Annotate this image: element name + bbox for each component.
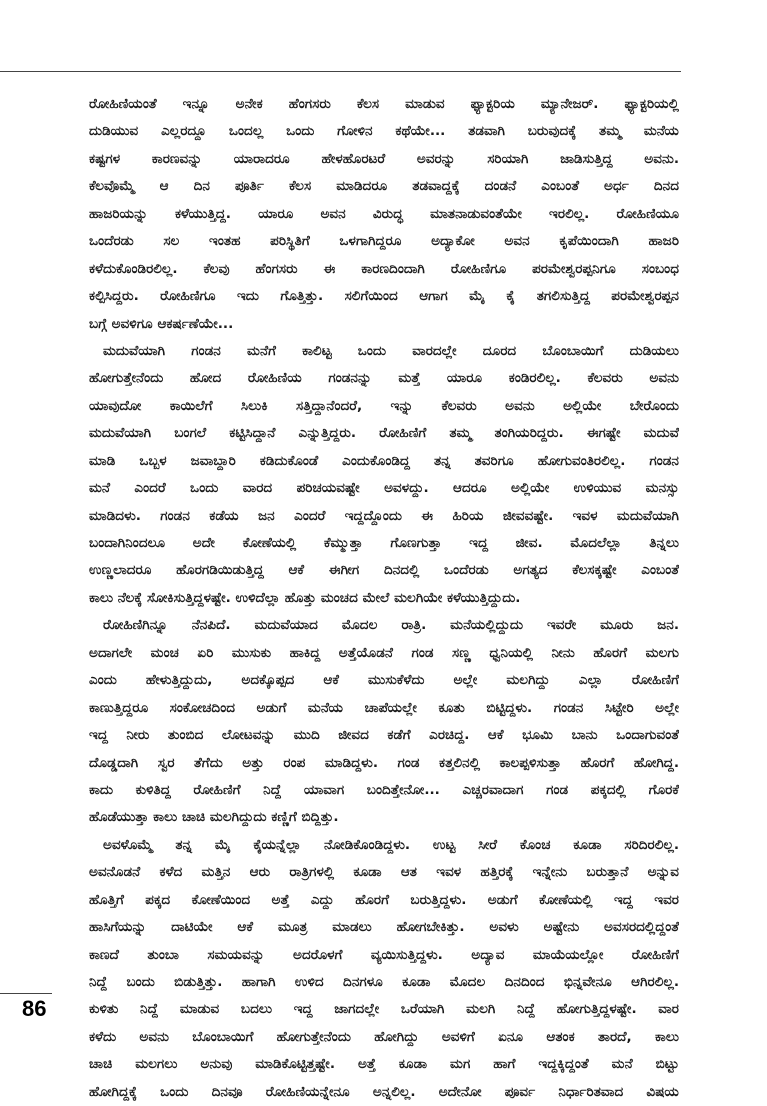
text-line: ಇದ್ದ ನೀರು ತುಂಬಿದ ಲೋಟವನ್ನು ಮುದಿ ಜೀವದ ಕಡೆಗೆ ಎರಚಿದ್ದ. ಆಕೆ ಭೂಮಿ ಬಾನು ಒಂದಾಗುವಂತೆ bbox=[89, 727, 679, 744]
text-line: ಹೊಡೆಯುತ್ತಾ ಕಾಲು ಚಾಚಿ ಮಲಗಿದ್ದುದು ಕಣ್ಣಿಗೆ ಬಿದ್ದಿತ್ತು. bbox=[89, 809, 339, 826]
text-line: ದುಡಿಯುವ ಎಲ್ಲರದ್ದೂ ಒಂದಲ್ಲ ಒಂದು ಗೋಳಿನ ಕಥೆಯೇ... ತಡವಾಗಿ ಬರುವುದಕ್ಕೆ ತಮ್ಮ ಮನೆಯ bbox=[89, 123, 679, 140]
text-line: ಮಾಡಿ ಒಬ್ಬಳ ಜವಾಬ್ದಾರಿ ಕಡಿದುಕೊಂಡೆ ಎಂದುಕೊಂಡಿದ್ದ ತನ್ನ ತವರಿಗೂ ಹೋಗುವಂತಿರಲಿಲ್ಲ. ಗಂಡನ bbox=[89, 452, 679, 469]
text-line: ಕಾಣದೆ ತುಂಬಾ ಸಮಯವನ್ನು ಅದರೊಳಗೆ ವ್ಯಯಿಸುತ್ತಿದ್ದಳು. ಅದ್ಯಾವ ಮಾಯೆಯಲ್ಲೋ ರೋಹಿಣಿಗೆ bbox=[89, 946, 679, 963]
text-line: ಮದುವೆಯಾಗಿ ಗಂಡನ ಮನೆಗೆ ಕಾಲಿಟ್ಟ ಒಂದು ವಾರದಲ್ಲೇ ದೂರದ ಬೊಂಬಾಯಿಗೆ ದುಡಿಯಲು bbox=[103, 342, 679, 359]
text-line: ಅವನೊಡನೆ ಕಳೆದ ಮತ್ತಿನ ಆರು ರಾತ್ರಿಗಳಲ್ಲಿ ಕೂಡಾ ಆತ ಇವಳ ಹತ್ತಿರಕ್ಕೆ ಇನ್ನೇನು ಬರುತ್ತಾನೆ ಅನ್ನುವ bbox=[89, 864, 679, 881]
text-line: ಕಷ್ಟಗಳ ಕಾರಣವನ್ನು ಯಾರಾದರೂ ಹೇಳಹೊರಟರೆ ಅವರನ್ನು ಸರಿಯಾಗಿ ಜಾಡಿಸುತ್ತಿದ್ದ ಅವನು. bbox=[89, 150, 679, 167]
text-line: ಕುಳಿತು ನಿದ್ದೆ ಮಾಡುವ ಬದಲು ಇದ್ದ ಜಾಗದಲ್ಲೇ ಒರೆಯಾಗಿ ಮಲಗಿ ನಿದ್ದೆ ಹೋಗುತ್ತಿದ್ದಳಷ್ಟೇ. ವಾರ bbox=[89, 1001, 679, 1018]
text-line: ಮಾಡಿದಳು. ಗಂಡನ ಕಡೆಯ ಜನ ಎಂದರೆ ಇದ್ದದ್ದೊಂದು ಈ ಹಿರಿಯ ಜೀವವಷ್ಟೇ. ಇವಳ ಮದುವೆಯಾಗಿ bbox=[89, 507, 679, 524]
text-line: ಹಾಸಿಗೆಯನ್ನು ದಾಟಿಯೇ ಆಕೆ ಮೂತ್ರ ಮಾಡಲು ಹೋಗಬೇಕಿತ್ತು. ಅವಳು ಅಷ್ಟೇನು ಅವಸರದಲ್ಲಿದ್ದಂತೆ bbox=[89, 919, 679, 936]
text-line: ಕಳೆದುಕೊಂಡಿರಲಿಲ್ಲ. ಕೆಲವು ಹೆಂಗಸರು ಈ ಕಾರಣದಿಂದಾಗಿ ರೋಹಿಣಿಗೂ ಪರಮೇಶ್ವರಪ್ಪನಿಗೂ ಸಂಬಂಧ bbox=[89, 260, 679, 277]
text-line: ಕಳೆದು ಅವನು ಬೊಂಬಾಯಿಗೆ ಹೋಗುತ್ತೇನೆಂದು ಹೋಗಿದ್ದು ಅವಳಿಗೆ ಏನೂ ಆತಂಕ ತಾರದೆ, ಕಾಲು bbox=[89, 1028, 679, 1045]
text-line: ಹೋಗಿದ್ದಕ್ಕೆ ಒಂದು ದಿನವೂ ರೋಹಿಣಿಯನ್ನೇನೂ ಅನ್ನಲಿಲ್ಲ. ಅದೇನೋ ಪೂರ್ವ ನಿರ್ಧಾರಿತವಾದ ವಿಷಯ bbox=[89, 1083, 679, 1100]
text-line: ಕಾದು ಕುಳಿತಿದ್ದ ರೋಹಿಣಿಗೆ ನಿದ್ದೆ ಯಾವಾಗ ಬಂದಿತ್ತೇನೋ... ಎಚ್ಚರವಾದಾಗ ಗಂಡ ಪಕ್ಕದಲ್ಲಿ ಗೊರಕೆ bbox=[89, 781, 679, 798]
header-rule bbox=[0, 71, 681, 72]
text-line: ಅದಾಗಲೇ ಮಂಚ ಏರಿ ಮುಸುಕು ಹಾಕಿದ್ದ ಅತ್ತೆಯೊಡನೆ ಗಂಡ ಸಣ್ಣ ಧ್ವನಿಯಲ್ಲಿ ನೀನು ಹೊರಗೆ ಮಲಗು bbox=[89, 644, 679, 661]
text-line: ಒಂದೆರಡು ಸಲ ಇಂತಹ ಪರಿಸ್ಥಿತಿಗೆ ಒಳಗಾಗಿದ್ದರೂ ಅದ್ಯಾಕೋ ಅವನ ಕೃಪೆಯಿಂದಾಗಿ ಹಾಜರಿ bbox=[89, 233, 679, 250]
text-line: ಮನೆ ಎಂದರೆ ಒಂದು ವಾರದ ಪರಿಚಯವಷ್ಟೇ ಅವಳದ್ದು. ಆದರೂ ಅಲ್ಲಿಯೇ ಉಳಿಯುವ ಮನಸ್ಸು bbox=[89, 480, 679, 497]
text-line: ಬಂದಾಗಿನಿಂದಲೂ ಅದೇ ಕೋಣೆಯಲ್ಲಿ ಕೆಮ್ಮುತ್ತಾ ಗೊಣಗುತ್ತಾ ಇದ್ದ ಜೀವ. ಮೊದಲೆಲ್ಲಾ ತಿನ್ನಲು bbox=[89, 535, 679, 551]
text-line: ನಿದ್ದೆ ಬಂದು ಬಿಡುತ್ತಿತ್ತು. ಹಾಗಾಗಿ ಉಳಿದ ದಿನಗಳೂ ಕೂಡಾ ಮೊದಲ ದಿನದಿಂದ ಭಿನ್ನವೇನೂ ಆಗಿರಲಿಲ್ಲ. bbox=[89, 974, 679, 990]
text-line: ಹೋಗುತ್ತೇನೆಂದು ಹೋದ ರೋಹಿಣಿಯ ಗಂಡನನ್ನು ಮತ್ತೆ ಯಾರೂ ಕಂಡಿರಲಿಲ್ಲ. ಕೆಲವರು ಅವನು bbox=[89, 370, 679, 387]
text-line: ಹೊತ್ತಿಗೆ ಪಕ್ಕದ ಕೋಣೆಯಿಂದ ಅತ್ತೆ ಎದ್ದು ಹೊರಗೆ ಬರುತ್ತಿದ್ದಳು. ಅಡುಗೆ ಕೋಣೆಯಲ್ಲಿ ಇದ್ದ ಇವರ bbox=[89, 891, 679, 908]
text-line: ರೋಹಿಣಿಗಿನ್ನೂ ನೆನಪಿದೆ. ಮದುವೆಯಾದ ಮೊದಲ ರಾತ್ರಿ. ಮನೆಯಲ್ಲಿದ್ದುದು ಇವರೇ ಮೂರು ಜನ. bbox=[103, 617, 679, 634]
text-line: ಮದುವೆಯಾಗಿ ಬಂಗಲೆ ಕಟ್ಟಿಸಿದ್ದಾನೆ ಎನ್ನುತ್ತಿದ್ದರು. ರೋಹಿಣಿಗೆ ತಮ್ಮ ತಂಗಿಯರಿದ್ದರು. ಈಗಷ್ಟೇ ಮದುವೆ bbox=[89, 425, 679, 442]
page-body bbox=[89, 91, 679, 1106]
text-line: ರೋಹಿಣಿಯಂತೆ ಇನ್ನೂ ಅನೇಕ ಹೆಂಗಸರು ಕೆಲಸ ಮಾಡುವ ಫ್ಯಾಕ್ಟರಿಯ ಮ್ಯಾನೇಜರ್. ಫ್ಯಾಕ್ಟರಿಯಲ್ಲಿ bbox=[89, 96, 679, 112]
text-line: ಉಣ್ಣಲಾದರೂ ಹೊರಗಡಿಯಿಡುತ್ತಿದ್ದ ಆಕೆ ಈಗೀಗ ದಿನದಲ್ಲಿ ಒಂದೆರಡು ಅಗತ್ಯದ ಕೆಲಸಕ್ಕಷ್ಟೇ ಎಂಬಂತೆ bbox=[89, 562, 679, 579]
text-line: ಎಂದು ಹೇಳುತ್ತಿದ್ದುದು, ಅದಕ್ಕೊಪ್ಪದ ಆಕೆ ಮುಸುಕೆಳೆದು ಅಲ್ಲೇ ಮಲಗಿದ್ದು ಎಲ್ಲಾ ರೋಹಿಣಿಗೆ bbox=[89, 672, 679, 689]
text-line: ಚಾಚಿ ಮಲಗಲು ಅನುವು ಮಾಡಿಕೊಟ್ಟಿತ್ತಷ್ಟೇ. ಅತ್ತೆ ಕೂಡಾ ಮಗ ಹಾಗೆ ಇದ್ದಕ್ಕಿದ್ದಂತೆ ಮನೆ ಬಿಟ್ಟು bbox=[89, 1056, 679, 1073]
text-line: ಯಾವುದೋ ಕಾಯಿಲೆಗೆ ಸಿಲುಕಿ ಸತ್ತಿದ್ದಾನೆಂದರೆ, ಇನ್ನು ಕೆಲವರು ಅವನು ಅಲ್ಲಿಯೇ ಬೇರೊಂದು bbox=[89, 397, 679, 414]
text-line: ಕಲ್ಪಿಸಿದ್ದರು. ರೋಹಿಣಿಗೂ ಇದು ಗೊತ್ತಿತ್ತು. ಸಲಿಗೆಯಿಂದ ಆಗಾಗ ಮೈ ಕೈ ತಗಲಿಸುತ್ತಿದ್ದ ಪರಮೇಶ್ವರಪ್ಪನ bbox=[89, 288, 679, 305]
text-line: ಕಾಣುತ್ತಿದ್ದರೂ ಸಂಕೋಚದಿಂದ ಅಡುಗೆ ಮನೆಯ ಚಾಪೆಯಲ್ಲೇ ಕೂತು ಬಿಟ್ಟಿದ್ದಳು. ಗಂಡನ ಸಿಟ್ಟೇರಿ ಅಲ್ಲೇ bbox=[89, 699, 679, 716]
page-number: 86 bbox=[22, 996, 47, 1021]
text-line: ಬಗ್ಗೆ ಅವಳಿಗೂ ಆಕರ್ಷಣೆಯೇ... bbox=[89, 315, 234, 332]
text-line: ಅವಳೊಮ್ಮೆ ತನ್ನ ಮೈ ಕೈಯನ್ನೆಲ್ಲಾ ನೋಡಿಕೊಂಡಿದ್ದಳು. ಉಟ್ಟ ಸೀರೆ ಕೊಂಚ ಕೂಡಾ ಸರಿದಿರಲಿಲ್ಲ. bbox=[103, 836, 679, 853]
text-line: ಹಾಜರಿಯನ್ನು ಕಳೆಯುತ್ತಿದ್ದ. ಯಾರೂ ಅವನ ವಿರುದ್ಧ ಮಾತನಾಡುವಂತೆಯೇ ಇರಲಿಲ್ಲ. ರೋಹಿಣಿಯೂ bbox=[89, 205, 679, 222]
text-line: ಕೆಲವೊಮ್ಮೆ ಆ ದಿನ ಪೂರ್ತಿ ಕೆಲಸ ಮಾಡಿದರೂ ತಡವಾದ್ದಕ್ಕೆ ದಂಡನೆ ಎಂಬಂತೆ ಅರ್ಧ ದಿನದ bbox=[89, 178, 679, 195]
text-line: ಕಾಲು ನೆಲಕ್ಕೆ ಸೋಕಿಸುತ್ತಿದ್ದಳಷ್ಟೇ. ಉಳಿದೆಲ್ಲಾ ಹೊತ್ತು ಮಂಚದ ಮೇಲೆ ಮಲಗಿಯೇ ಕಳೆಯುತ್ತಿದ್ದುದು. bbox=[89, 589, 521, 606]
footer-rule bbox=[0, 993, 52, 994]
text-line: ದೊಡ್ಡದಾಗಿ ಸ್ವರ ತೆಗೆದು ಅತ್ತು ರಂಪ ಮಾಡಿದ್ದಳು. ಗಂಡ ಕತ್ತಲಿನಲ್ಲಿ ಕಾಲಪ್ಪಳಿಸುತ್ತಾ ಹೊರಗೆ ಹೋಗಿದ್ದ. bbox=[89, 754, 679, 771]
